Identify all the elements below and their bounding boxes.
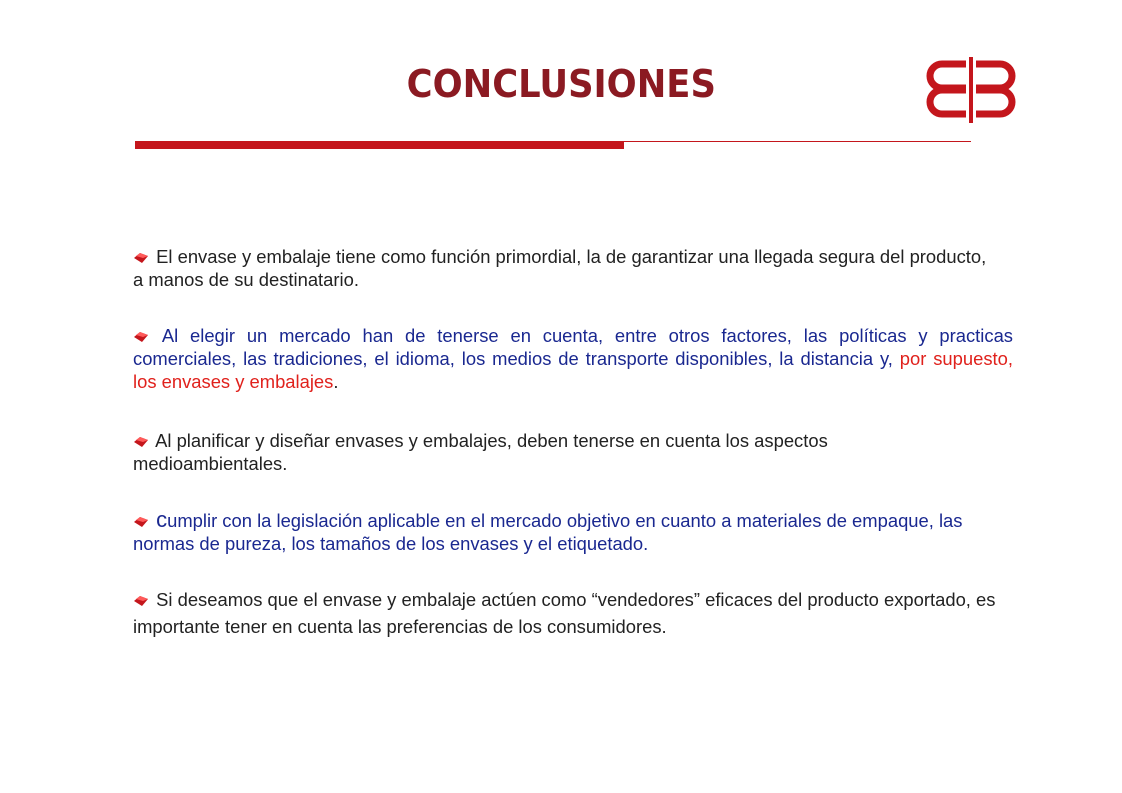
- title-underline-thick: [135, 141, 624, 149]
- conclusion-item-5: Si deseamos que el envase y embalaje actúen como “vendedores” eficaces del producto exportado, es importante tener en cuenta las preferencias de los consumidores.: [133, 589, 996, 637]
- red-diamond-arrow-icon: [133, 331, 150, 343]
- highlight-text: por supuesto, los envases y embalajes: [133, 348, 1013, 392]
- red-diamond-arrow-icon: [133, 252, 150, 264]
- company-logo-icon: [913, 55, 1029, 123]
- red-diamond-arrow-icon: [133, 436, 150, 448]
- conclusion-item-4: cumplir con la legislación aplicable en el mercado objetivo en cuanto a materiales de empaque, las normas de pureza, los tamaños de los envases y el etiquetado.: [133, 507, 963, 554]
- red-diamond-arrow-icon: [133, 595, 150, 607]
- conclusion-item-3: Al planificar y diseñar envases y embalajes, deben tenerse en cuenta los aspectos medioambientales.: [133, 430, 828, 474]
- conclusion-item-1: El envase y embalaje tiene como función primordial, la de garantizar una llegada segura del producto, a manos de su destinatario.: [133, 246, 987, 290]
- red-diamond-arrow-icon: [133, 516, 150, 528]
- conclusion-item-2: Al elegir un mercado han de tenerse en cuenta, entre otros factores, las políticas y practicas comerciales, las tradiciones, el idioma, los medios de transporte disponibles, la distancia y, por supuesto, los envases y embalajes.: [133, 325, 1013, 392]
- title-underline-thin: [624, 141, 971, 142]
- page-title: CONCLUSIONES: [406, 62, 716, 106]
